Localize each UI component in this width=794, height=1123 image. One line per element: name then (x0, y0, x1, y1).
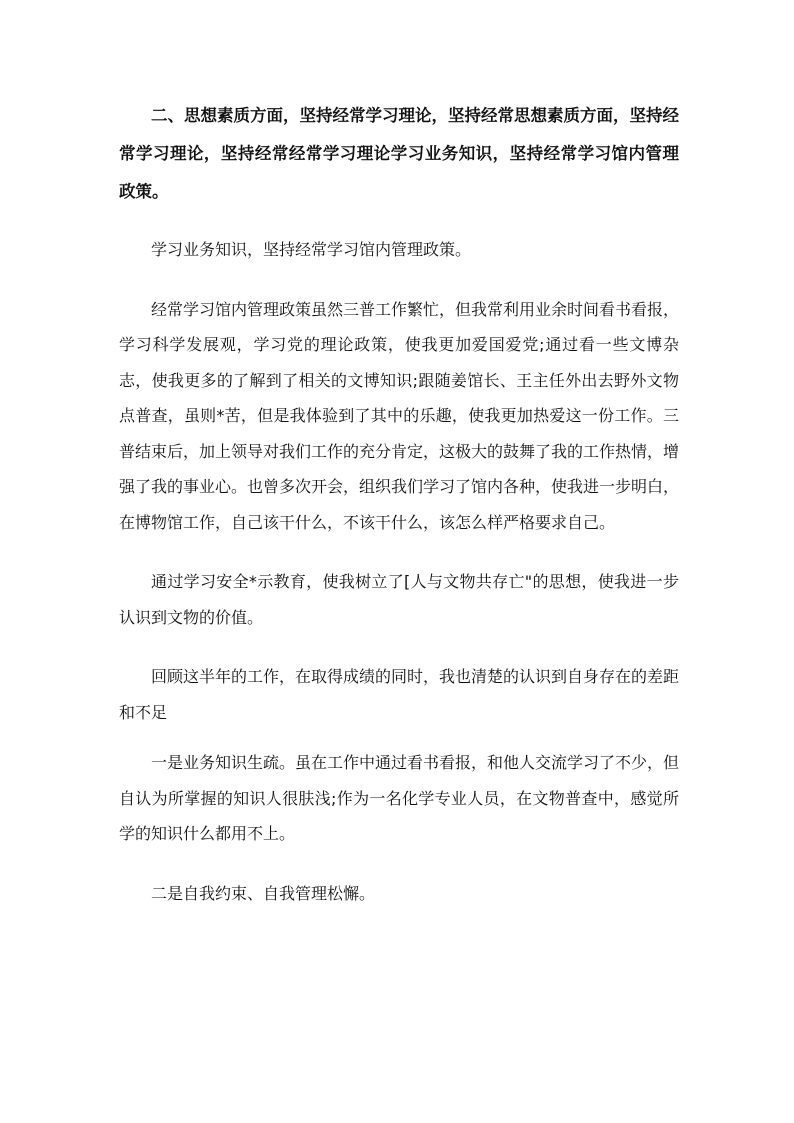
section-heading: 二、思想素质方面，坚持经常学习理论，坚持经常思想素质方面，坚持经常学习理论，坚持经常经常学习理论学习业务知识，坚持经常学习馆内管理政策。 (119, 106, 679, 201)
document-page (119, 97, 679, 911)
paragraph-shortcoming-discipline: 二是自我约束、自我管理松懈。 (151, 883, 376, 903)
paragraph-review: 回顾这半年的工作，在取得成绩的同时，我也清楚的认识到自身存在的差距和不足 (119, 667, 680, 722)
paragraph-safety-education: 通过学习安全*示教育，使我树立了[人与文物共存亡"的思想，使我进一步认识到文物的价值。 (119, 572, 679, 627)
paragraph-shortcoming-knowledge: 一是业务知识生疏。虽在工作中通过看书看报，和他人交流学习了不少，但自认为所掌握的知识人很肤浅;作为一名化学专业人员，在文物普查中，感觉所学的知识什么都用不上。 (119, 753, 680, 843)
paragraph-study-business: 学习业务知识，坚持经常学习馆内管理政策。 (151, 240, 472, 259)
paragraph-management-policy: 经常学习馆内管理政策虽然三普工作繁忙，但我常利用业余时间看书看报，学习科学发展观，学习党的理论政策，使我更加爱国爱党;通过看一些文博杂志，使我更多的了解到了相关的文博知识;跟随姜馆长、王主任外出去野外文物点普查，虽则*苦，但是我体验到了其中的乐趣，使我更加热爱这一份工作。三普结束后，加上领导对我们工作的充分肯定，这极大的鼓舞了我的工作热情，增强了我的事业心。也曾多次开会，组织我们学习了馆内各种，使我进一步明白，在博物馆工作，自己该干什么，不该干什么，该怎么样严格要求自己。 (119, 299, 680, 532)
